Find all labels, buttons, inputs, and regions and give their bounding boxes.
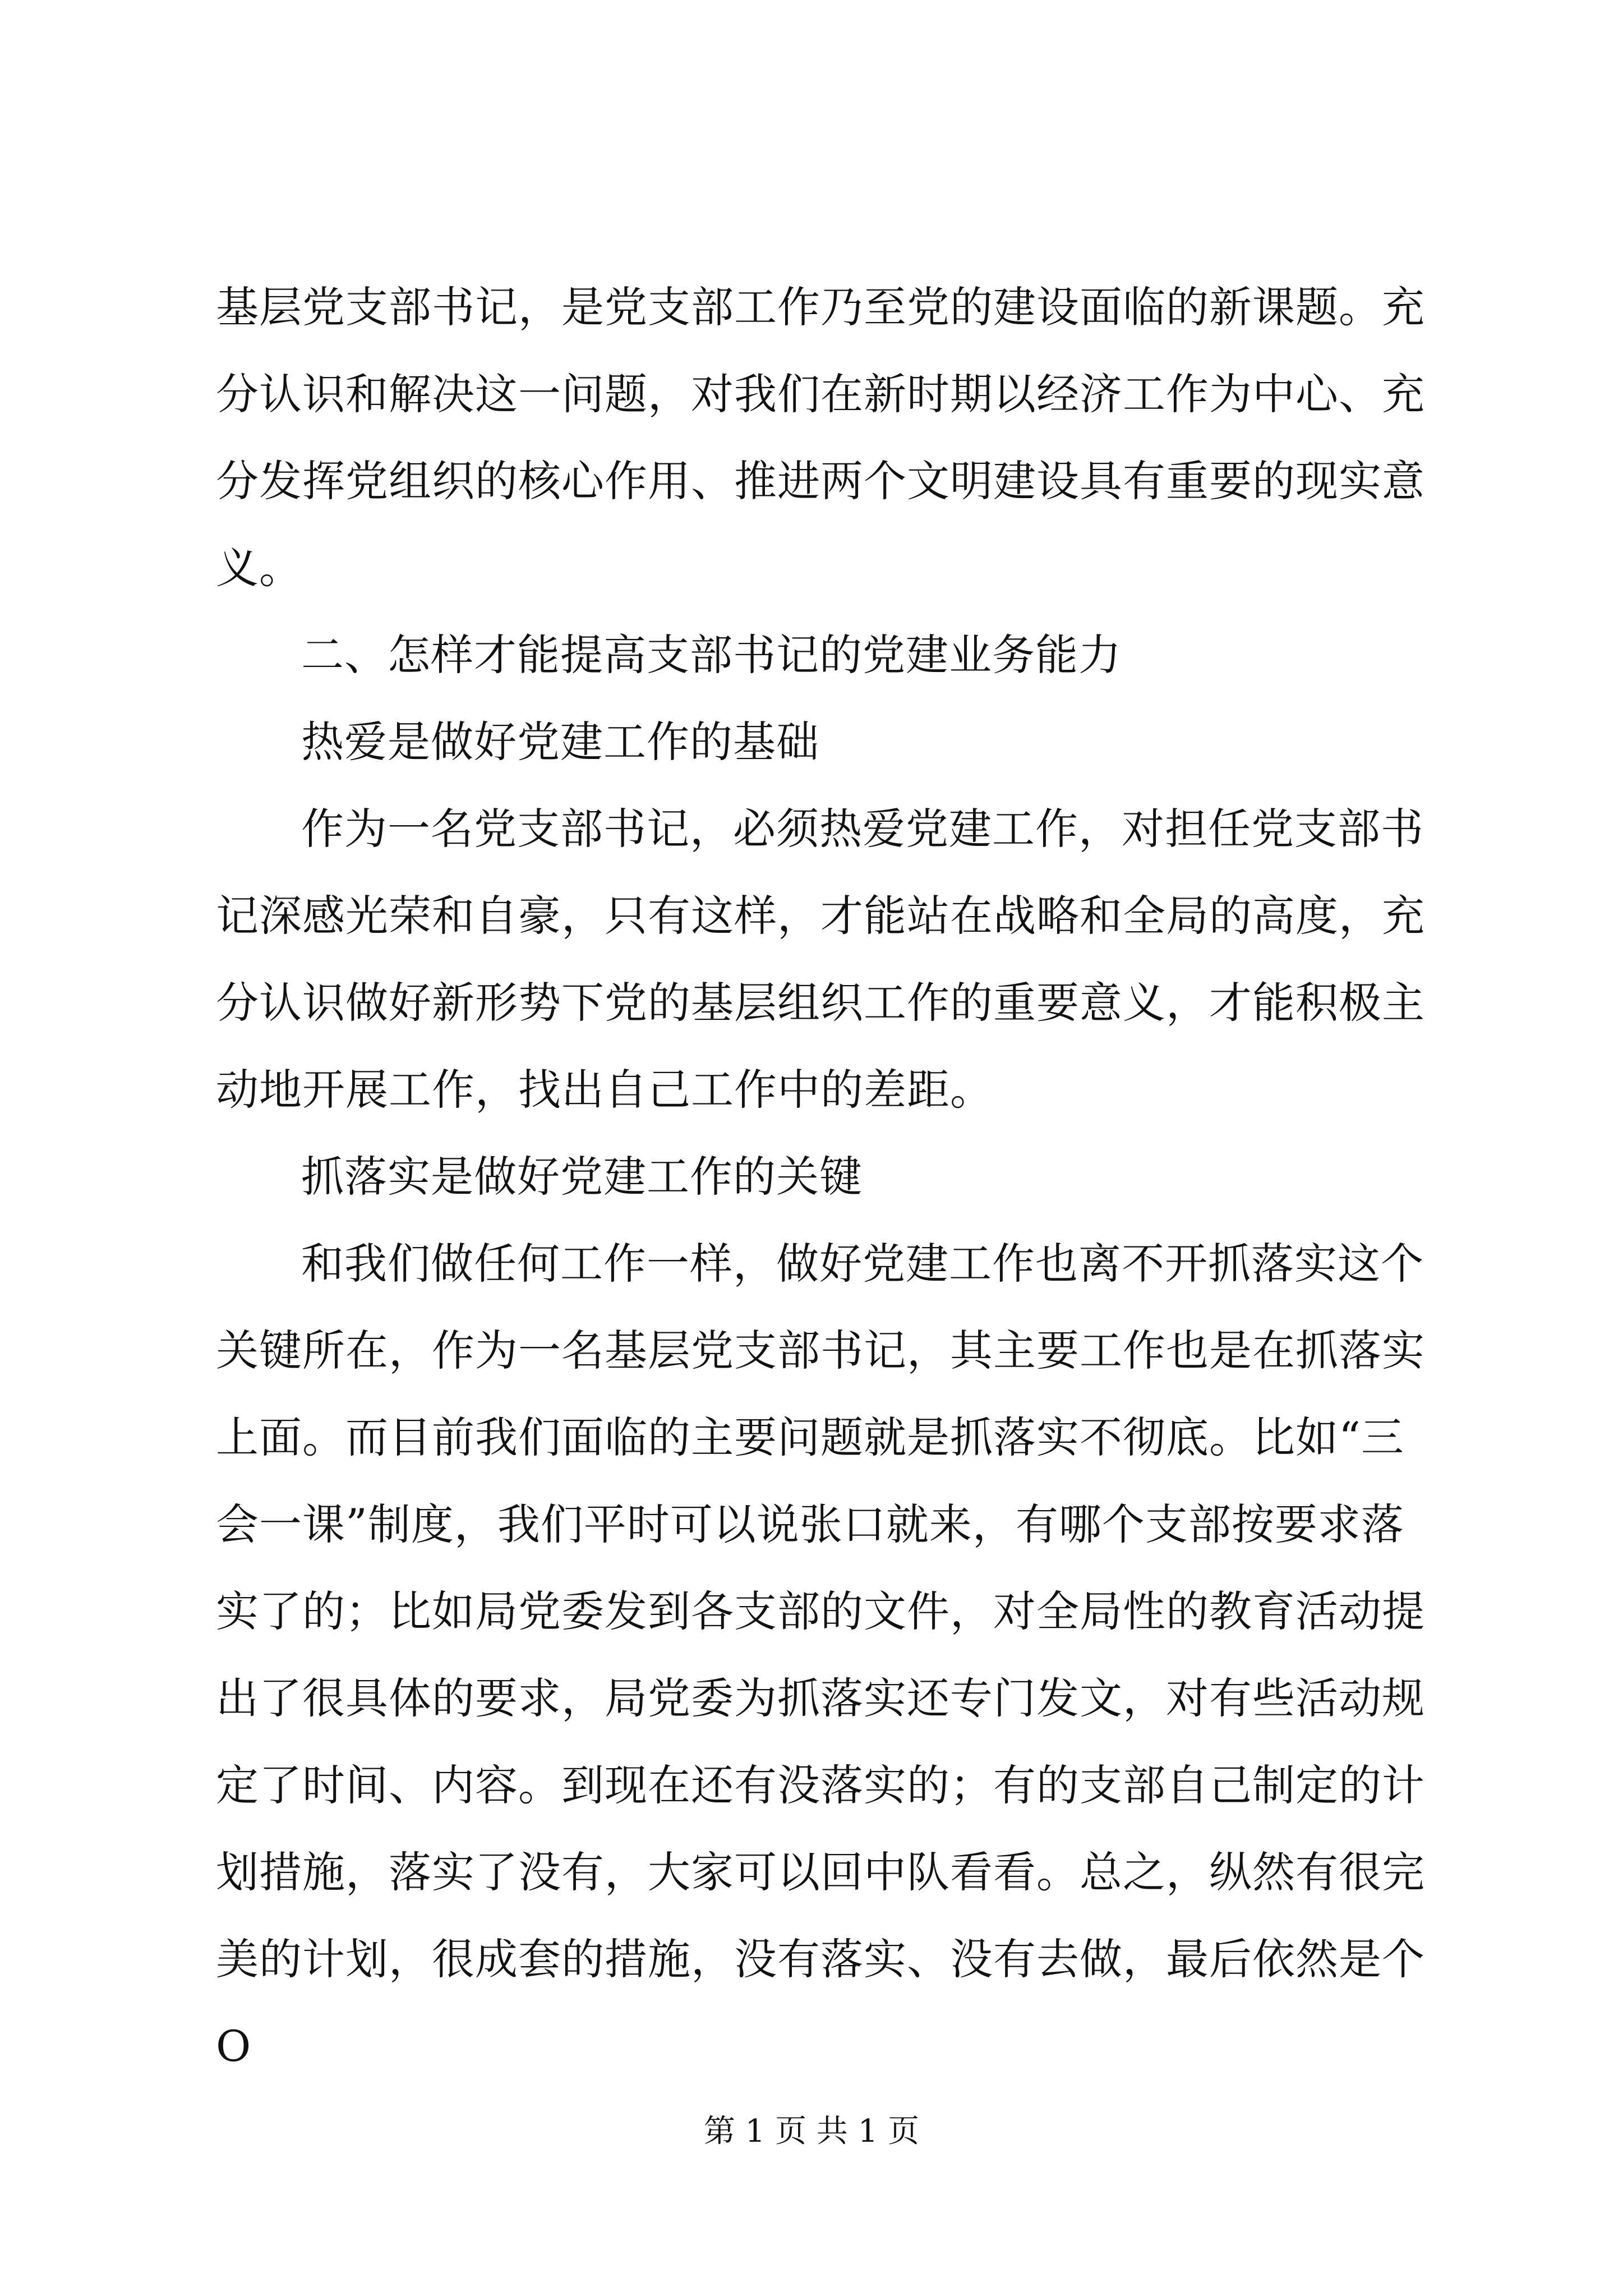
text-line-15: 会一课”制度，我们平时可以说张口就来，有哪个支部按要求落 (216, 1499, 1404, 1549)
document-body (216, 264, 1425, 2090)
text-line-4: 义。 (216, 543, 302, 593)
text-line-16: 实了的；比如局党委发到各支部的文件，对全局性的教育活动提 (216, 1586, 1425, 1636)
subheading-implementation: 抓落实是做好党建工作的关键 (301, 1152, 863, 1202)
text-line-17: 出了很具体的要求，局党委为抓落实还专门发文，对有些活动规 (216, 1673, 1425, 1723)
text-line-10: 动地开展工作，找出自己工作中的差距。 (216, 1065, 993, 1115)
text-line-2: 分认识和解决这一问题，对我们在新时期以经济工作为中心、充 (216, 369, 1425, 419)
section-heading: 二、怎样才能提高支部书记的党建业务能力 (301, 630, 1122, 680)
text-line-12: 和我们做任何工作一样，做好党建工作也离不开抓落实这个 (301, 1239, 1424, 1289)
text-line-13: 关键所在，作为一名基层党支部书记，其主要工作也是在抓落实 (216, 1326, 1425, 1375)
text-line-7: 作为一名党支部书记，必须热爱党建工作，对担任党支部书 (301, 804, 1424, 854)
text-line-21: O (216, 2021, 252, 2071)
text-line-14: 上面。而目前我们面临的主要问题就是抓落实不彻底。比如“三 (216, 1412, 1404, 1462)
text-line-20: 美的计划，很成套的措施，没有落实、没有去做，最后依然是个 (216, 1934, 1425, 1984)
text-line-9: 分认识做好新形势下党的基层组织工作的重要意义，才能积极主 (216, 978, 1425, 1028)
text-line-19: 划措施，落实了没有，大家可以回中队看看。总之，纵然有很完 (216, 1847, 1425, 1897)
text-line-8: 记深感光荣和自豪，只有这样，才能站在战略和全局的高度，充 (216, 891, 1425, 941)
text-line-1: 基层党支部书记，是党支部工作乃至党的建设面临的新课题。充 (216, 282, 1425, 332)
text-line-18: 定了时间、内容。到现在还有没落实的；有的支部自己制定的计 (216, 1760, 1425, 1810)
subheading-love: 热爱是做好党建工作的基础 (301, 717, 819, 767)
page-number-footer: 第 1 页 共 1 页 (703, 2113, 920, 2150)
text-line-3: 分发挥党组织的核心作用、推进两个文明建设具有重要的现实意 (216, 456, 1425, 506)
